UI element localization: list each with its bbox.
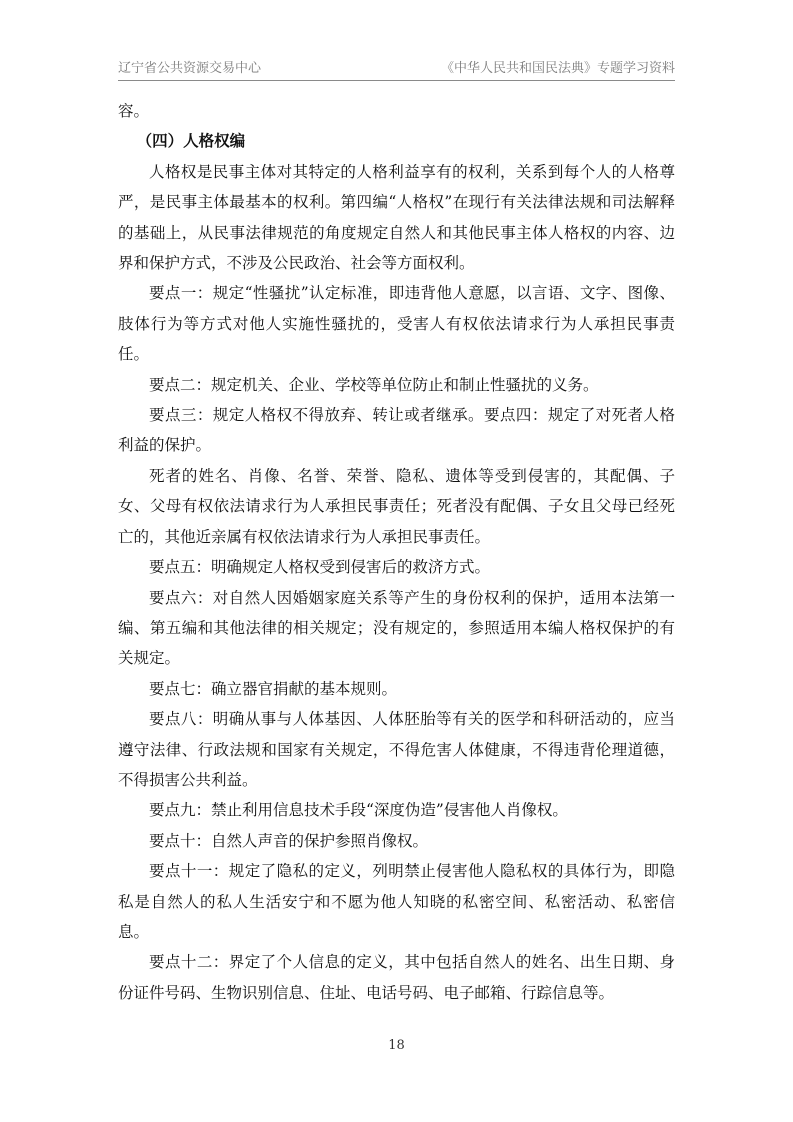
key-point-12: 要点十二：界定了个人信息的定义，其中包括自然人的姓名、出生日期、身份证件号码、生物识别信息、住址、电话号码、电子邮箱、行踪信息等。 bbox=[118, 953, 675, 1002]
key-point-3-4: 要点三：规定人格权不得放弃、转让或者继承。要点四：规定了对死者人格利益的保护。 bbox=[118, 406, 675, 455]
deceased-protection-paragraph: 死者的姓名、肖像、名誉、荣誉、隐私、遗体等受到侵害的，其配偶、子女、父母有权依法请求行为人承担民事责任；死者没有配偶、子女且父母已经死亡的，其他近亲属有权依法请求行为人承担民事责任。 bbox=[118, 466, 675, 546]
page-header bbox=[118, 57, 675, 77]
key-point-6: 要点六：对自然人因婚姻家庭关系等产生的身份权利的保护，适用本法第一编、第五编和其他法律的相关规定；没有规定的，参照适用本编人格权保护的有关规定。 bbox=[118, 588, 675, 668]
intro-paragraph: 人格权是民事主体对其特定的人格利益享有的权利，关系到每个人的人格尊严，是民事主体最基本的权利。第四编“人格权”在现行有关法律法规和司法解释的基础上，从民事法律规范的角度规定自然人和其他民事主体人格权的内容、边界和保护方式，不涉及公民政治、社会等方面权利。 bbox=[118, 162, 675, 273]
page-number: 18 bbox=[388, 1038, 405, 1053]
key-point-9: 要点九：禁止利用信息技术手段“深度伪造”侵害他人肖像权。 bbox=[149, 801, 568, 820]
key-point-5: 要点五：明确规定人格权受到侵害后的救济方式。 bbox=[149, 558, 491, 577]
key-point-2: 要点二：规定机关、企业、学校等单位防止和制止性骚扰的义务。 bbox=[149, 375, 599, 394]
continuation-text: 容。 bbox=[118, 102, 150, 120]
key-point-11: 要点十一：规定了隐私的定义，列明禁止侵害他人隐私权的具体行为，即隐私是自然人的私人生活安宁和不愿为他人知晓的私密空间、私密活动、私密信息。 bbox=[118, 862, 675, 941]
key-point-8: 要点八：明确从事与人体基因、人体胚胎等有关的医学和科研活动的，应当遵守法律、行政法规和国家有关规定，不得危害人体健康，不得违背伦理道德，不得损害公共利益。 bbox=[118, 710, 675, 789]
key-point-10: 要点十：自然人声音的保护参照肖像权。 bbox=[149, 831, 429, 850]
header-organization: 辽宁省公共资源交易中心 bbox=[118, 61, 262, 76]
key-point-1: 要点一：规定“性骚扰”认定标准，即违背他人意愿，以言语、文字、图像、肢体行为等方式对他人实施性骚扰的，受害人有权依法请求行为人承担民事责任。 bbox=[118, 284, 675, 364]
section-heading: （四）人格权编 bbox=[136, 132, 246, 151]
key-point-7: 要点七：确立器官捐献的基本规则。 bbox=[149, 679, 398, 698]
header-divider bbox=[118, 80, 675, 81]
document-body bbox=[118, 96, 675, 1008]
header-document-title: 《中华人民共和国民法典》专题学习资料 bbox=[440, 61, 675, 76]
